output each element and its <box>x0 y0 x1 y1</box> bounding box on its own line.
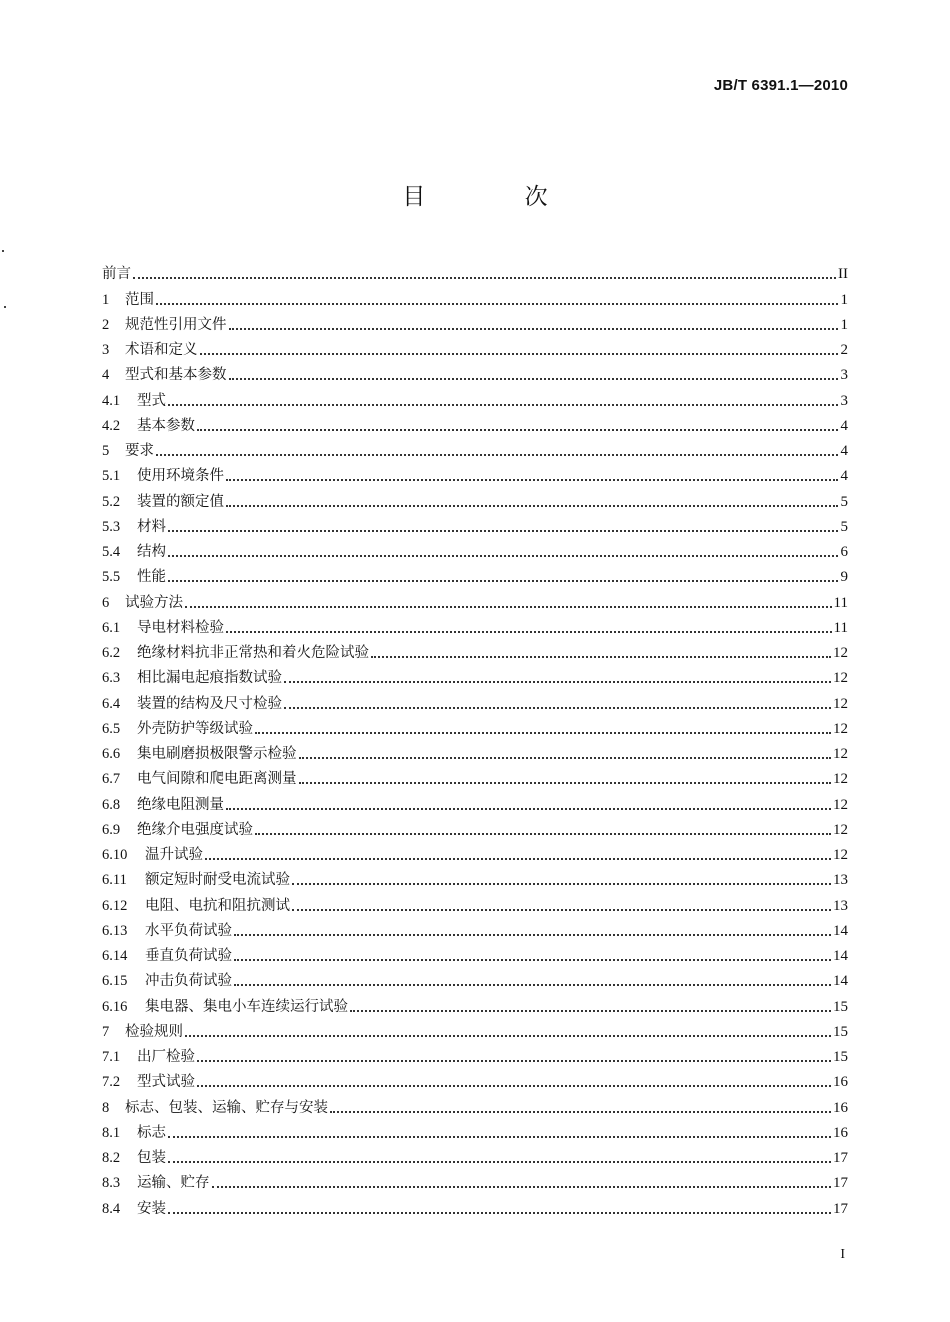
toc-entry-number: 6 <box>102 594 110 611</box>
toc-leader-dots <box>299 782 832 784</box>
toc-leader-dots <box>229 328 839 330</box>
toc-entry[interactable] <box>102 511 848 536</box>
toc-leader-dots <box>185 606 832 608</box>
toc-entry[interactable] <box>102 1041 848 1066</box>
toc-entry-page: 1 <box>840 316 848 333</box>
toc-entry-page: 15 <box>833 1049 848 1065</box>
toc-leader-dots <box>168 1212 831 1214</box>
toc-entry-page: 15 <box>833 998 848 1015</box>
toc-entry[interactable] <box>102 1167 848 1192</box>
toc-entry-label: 试验方法 <box>125 594 183 611</box>
toc-entry-page: 1 <box>840 291 848 308</box>
toc-entry-label: 要求 <box>125 443 154 459</box>
toc-leader-dots <box>156 454 838 456</box>
toc-entry-label: 运输、贮存 <box>137 1175 210 1192</box>
toc-entry-label: 术语和定义 <box>125 342 198 358</box>
toc-entry-label: 结构 <box>137 544 166 560</box>
toc-entry[interactable] <box>102 460 848 485</box>
toc-entry-number: 6.8 <box>102 796 121 813</box>
toc-entry-label: 绝缘电阻测量 <box>137 796 224 813</box>
toc-entry-page: 12 <box>833 847 848 863</box>
toc-entry-label: 范围 <box>125 291 154 308</box>
toc-entry-page: 5 <box>840 518 848 535</box>
toc-entry-label: 集电刷磨损极限警示检验 <box>137 746 297 762</box>
toc-leader-dots <box>371 656 831 658</box>
toc-entry-number: 6.10 <box>102 847 128 863</box>
toc-leader-dots <box>168 530 838 532</box>
toc-entry-number: 6.12 <box>102 897 128 914</box>
toc-entry[interactable] <box>102 763 848 788</box>
toc-entry-number: 4.2 <box>102 417 121 434</box>
toc-leader-dots <box>255 732 831 734</box>
toc-entry-page: 17 <box>833 1200 848 1217</box>
toc-leader-dots <box>234 934 831 936</box>
toc-entry-label: 装置的结构及尺寸检验 <box>137 695 282 712</box>
toc-entry[interactable] <box>102 485 848 510</box>
toc-leader-dots <box>292 883 831 885</box>
toc-leader-dots <box>185 1035 831 1037</box>
page-number: I <box>840 1247 845 1262</box>
toc-leader-dots <box>156 303 838 305</box>
toc-leader-dots <box>234 984 831 986</box>
toc-entry-label: 装置的额定值 <box>137 493 224 510</box>
table-of-contents <box>102 258 848 1218</box>
toc-entry-number: 6.7 <box>102 771 121 788</box>
toc-leader-dots <box>168 1161 831 1163</box>
toc-entry-label: 安装 <box>137 1200 166 1217</box>
toc-entry-number: 6.3 <box>102 670 121 687</box>
toc-entry-page: 13 <box>833 897 848 914</box>
toc-entry-number: 5.4 <box>102 544 121 560</box>
toc-entry-number: 5.2 <box>102 493 121 510</box>
toc-entry-number: 4.1 <box>102 392 121 409</box>
toc-entry-label: 绝缘材料抗非正常热和着火危险试验 <box>137 645 369 661</box>
toc-entry-label: 标志 <box>137 1124 166 1141</box>
toc-entry-number: 8.4 <box>102 1200 121 1217</box>
toc-leader-dots <box>197 429 838 431</box>
toc-entry[interactable] <box>102 788 848 813</box>
toc-entry-label: 材料 <box>137 518 166 535</box>
toc-leader-dots <box>226 479 838 481</box>
toc-entry-page: 3 <box>840 392 848 409</box>
toc-entry[interactable] <box>102 309 848 334</box>
toc-entry-label: 出厂检验 <box>137 1049 195 1065</box>
toc-entry-page: 11 <box>833 619 848 636</box>
toc-entry-page: 4 <box>840 468 848 485</box>
toc-entry-page: 17 <box>833 1175 848 1192</box>
toc-leader-dots <box>226 505 838 507</box>
toc-entry-number: 5.3 <box>102 518 121 535</box>
toc-entry-label: 温升试验 <box>145 847 203 863</box>
toc-entry-label: 型式和基本参数 <box>125 367 227 384</box>
toc-entry-number: 8 <box>102 1099 110 1116</box>
toc-entry-number: 6.14 <box>102 948 128 964</box>
toc-entry-number: 7.1 <box>102 1049 121 1065</box>
toc-entry[interactable] <box>102 687 848 712</box>
toc-entry-page: 15 <box>833 1023 848 1040</box>
toc-entry-label: 垂直负荷试验 <box>145 948 232 964</box>
toc-entry-label: 检验规则 <box>125 1023 183 1040</box>
toc-entry-number: 1 <box>102 291 110 308</box>
toc-entry-label: 外壳防护等级试验 <box>137 720 253 737</box>
toc-entry-number: 3 <box>102 342 110 358</box>
toc-entry-label: 规范性引用文件 <box>125 316 227 333</box>
toc-entry-page: 12 <box>833 645 848 661</box>
toc-entry-number: 6.9 <box>102 821 121 838</box>
toc-leader-dots <box>255 833 831 835</box>
toc-leader-dots <box>133 277 836 279</box>
toc-entry-page: II <box>838 266 848 283</box>
toc-entry-number: 8.3 <box>102 1175 121 1192</box>
toc-entry-page: 12 <box>833 670 848 687</box>
toc-entry-page: 12 <box>833 796 848 813</box>
toc-entry[interactable] <box>102 586 848 611</box>
toc-leader-dots <box>330 1111 831 1113</box>
toc-entry-page: 14 <box>833 922 848 939</box>
toc-entry-number: 4 <box>102 367 110 384</box>
toc-entry-label: 绝缘介电强度试验 <box>137 821 253 838</box>
toc-entry[interactable] <box>102 283 848 308</box>
toc-entry-number: 6.13 <box>102 922 128 939</box>
toc-entry[interactable] <box>102 965 848 990</box>
toc-entry[interactable] <box>102 536 848 561</box>
toc-entry-label: 型式 <box>137 392 166 409</box>
toc-entry-number: 5.5 <box>102 569 121 586</box>
toc-entry-label: 水平负荷试验 <box>145 922 232 939</box>
toc-leader-dots <box>197 1060 831 1062</box>
toc-entry-page: 11 <box>833 594 848 611</box>
toc-leader-dots <box>212 1186 832 1188</box>
toc-entry-number: 6.16 <box>102 998 128 1015</box>
toc-entry-number: 6.15 <box>102 973 128 990</box>
toc-entry-number: 2 <box>102 316 110 333</box>
toc-entry-number: 5 <box>102 443 110 459</box>
toc-entry-page: 14 <box>833 973 848 990</box>
toc-entry-page: 16 <box>833 1124 848 1141</box>
toc-entry[interactable] <box>102 814 848 839</box>
toc-entry[interactable] <box>102 662 848 687</box>
toc-entry-number: 6.1 <box>102 619 121 636</box>
toc-entry[interactable] <box>102 637 848 662</box>
toc-leader-dots <box>234 959 831 961</box>
toc-entry-page: 16 <box>833 1099 848 1116</box>
toc-entry-number: 7.2 <box>102 1074 121 1091</box>
toc-entry[interactable] <box>102 561 848 586</box>
toc-entry-number: 6.5 <box>102 720 121 737</box>
toc-entry-number: 6.11 <box>102 872 127 889</box>
toc-entry[interactable] <box>102 1142 848 1167</box>
toc-entry[interactable] <box>102 334 848 359</box>
toc-entry[interactable] <box>102 1066 848 1091</box>
toc-entry-page: 3 <box>840 367 848 384</box>
toc-entry-page: 2 <box>840 342 848 358</box>
toc-leader-dots <box>168 580 838 582</box>
toc-entry-page: 12 <box>833 720 848 737</box>
scan-artifact <box>2 250 4 252</box>
toc-entry[interactable] <box>102 435 848 460</box>
toc-entry-label: 额定短时耐受电流试验 <box>145 872 290 889</box>
toc-entry[interactable] <box>102 738 848 763</box>
toc-entry-number: 8.2 <box>102 1150 121 1166</box>
toc-entry[interactable] <box>102 940 848 965</box>
toc-leader-dots <box>168 404 838 406</box>
toc-leader-dots <box>226 631 832 633</box>
toc-entry-label: 相比漏电起痕指数试验 <box>137 670 282 687</box>
toc-entry[interactable] <box>102 359 848 384</box>
toc-entry[interactable] <box>102 864 848 889</box>
toc-leader-dots <box>200 353 839 355</box>
toc-entry-page: 14 <box>833 948 848 964</box>
toc-entry[interactable] <box>102 410 848 435</box>
toc-entry[interactable] <box>102 258 848 283</box>
toc-entry-label: 型式试验 <box>137 1074 195 1091</box>
toc-entry[interactable] <box>102 915 848 940</box>
toc-leader-dots <box>350 1010 831 1012</box>
toc-entry[interactable] <box>102 612 848 637</box>
toc-entry-number: 6.2 <box>102 645 121 661</box>
toc-entry[interactable] <box>102 384 848 409</box>
toc-entry-label: 前言 <box>102 266 131 283</box>
toc-entry-page: 4 <box>840 417 848 434</box>
toc-entry-page: 5 <box>840 493 848 510</box>
toc-entry-label: 基本参数 <box>137 417 195 434</box>
toc-entry[interactable] <box>102 1192 848 1217</box>
toc-entry-label: 集电器、集电小车连续运行试验 <box>145 998 348 1015</box>
toc-entry[interactable] <box>102 990 848 1015</box>
toc-leader-dots <box>168 1136 831 1138</box>
toc-entry-number: 8.1 <box>102 1124 121 1141</box>
scan-artifact <box>4 306 6 308</box>
toc-entry-number: 5.1 <box>102 468 121 485</box>
toc-entry-page: 4 <box>840 443 848 459</box>
toc-entry-page: 12 <box>833 695 848 712</box>
toc-leader-dots <box>284 681 831 683</box>
toc-leader-dots <box>284 707 831 709</box>
toc-entry[interactable] <box>102 889 848 914</box>
toc-entry-page: 9 <box>840 569 848 586</box>
toc-leader-dots <box>226 808 831 810</box>
toc-entry[interactable] <box>102 839 848 864</box>
toc-entry-label: 使用环境条件 <box>137 468 224 485</box>
toc-entry-page: 12 <box>833 771 848 788</box>
toc-leader-dots <box>292 909 831 911</box>
toc-leader-dots <box>197 1085 831 1087</box>
toc-entry[interactable] <box>102 1091 848 1116</box>
toc-entry[interactable] <box>102 1016 848 1041</box>
toc-entry-label: 电气间隙和爬电距离测量 <box>137 771 297 788</box>
toc-entry[interactable] <box>102 713 848 738</box>
toc-entry-label: 性能 <box>137 569 166 586</box>
toc-entry-page: 12 <box>833 746 848 762</box>
toc-leader-dots <box>229 378 839 380</box>
toc-entry-page: 16 <box>833 1074 848 1091</box>
toc-entry-page: 13 <box>833 872 848 889</box>
toc-entry-label: 电阻、电抗和阻抗测试 <box>145 897 290 914</box>
toc-entry-page: 12 <box>833 821 848 838</box>
toc-leader-dots <box>299 757 832 759</box>
toc-leader-dots <box>168 555 838 557</box>
standard-code: JB/T 6391.1—2010 <box>713 77 848 94</box>
toc-entry-label: 导电材料检验 <box>137 619 224 636</box>
toc-entry-number: 7 <box>102 1023 110 1040</box>
toc-entry-number: 6.4 <box>102 695 121 712</box>
toc-leader-dots <box>205 858 831 860</box>
toc-entry-label: 标志、包装、运输、贮存与安装 <box>125 1099 328 1116</box>
toc-entry-label: 冲击负荷试验 <box>145 973 232 990</box>
page-title: 目 次 <box>402 184 594 210</box>
toc-entry-page: 17 <box>833 1150 848 1166</box>
toc-entry-number: 6.6 <box>102 746 121 762</box>
toc-entry-page: 6 <box>840 544 848 560</box>
toc-entry[interactable] <box>102 1117 848 1142</box>
toc-entry-label: 包装 <box>137 1150 166 1166</box>
